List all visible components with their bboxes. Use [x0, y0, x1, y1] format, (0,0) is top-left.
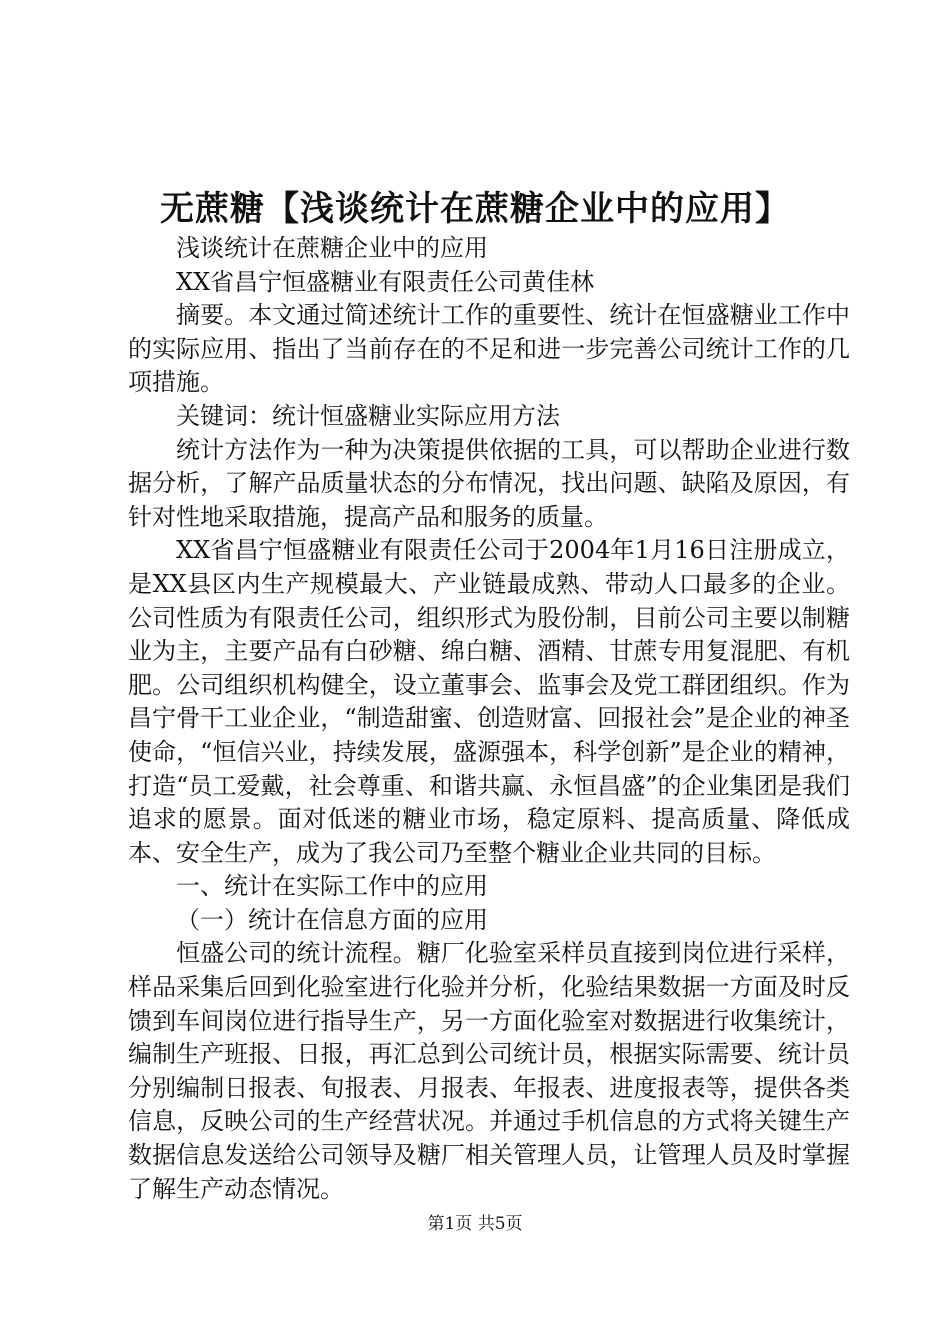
page-footer: 第1页 共5页: [427, 1214, 523, 1234]
document-body: [128, 232, 850, 1206]
body-paragraph: XX省昌宁恒盛糖业有限责任公司于2004年1月16日注册成立，是XX县区内生产规模最大、产业链最成熟、带动人口最多的企业。公司性质为有限责任公司，组织形式为股份制，目前公司主要以制糖业为主，主要产品有白砂糖、绵白糖、酒精、甘蔗专用复混肥、有机肥。公司组织机构健全，设立董事会、监事会及党工群团组织。作为昌宁骨干工业企业，“制造甜蜜、创造财富、回报社会”是企业的神圣使命，“恒信兴业，持续发展，盛源强本，科学创新”是企业的精神，打造“员工爱戴，社会尊重、和谐共赢、永恒昌盛”的企业集团是我们追求的愿景。面对低迷的糖业市场，稳定原料、提高质量、降低成本、安全生产，成为了我公司乃至整个糖业企业共同的目标。: [128, 536, 850, 867]
document-title: 无蔗糖【浅谈统计在蔗糖企业中的应用】: [160, 189, 790, 229]
section-heading: 一、统计在实际工作中的应用: [176, 872, 488, 901]
body-paragraph: 恒盛公司的统计流程。糖厂化验室采样员直接到岗位进行采样，样品采集后回到化验室进行化验并分析，化验结果数据一方面及时反馈到车间岗位进行指导生产，另一方面化验室对数据进行收集统计，编制生产班报、日报，再汇总到公司统计员，根据实际需要、统计员分别编制日报表、旬报表、月报表、年报表、进度报表等，提供各类信息，反映公司的生产经营状况。并通过手机信息的方式将关键生产数据信息发送给公司领导及糖厂相关管理人员，让管理人员及时掌握了解生产动态情况。: [128, 939, 850, 1203]
keywords-paragraph: 关键词：统计恒盛糖业实际应用方法: [176, 401, 560, 430]
author-line: XX省昌宁恒盛糖业有限责任公司黄佳林: [176, 267, 595, 296]
subtitle: 浅谈统计在蔗糖企业中的应用: [176, 234, 488, 262]
body-paragraph: 统计方法作为一种为决策提供依据的工具，可以帮助企业进行数据分析，了解产品质量状态的分布情况，找出问题、缺陷及原因，有针对性地采取措施，提高产品和服务的质量。: [128, 435, 850, 531]
abstract-paragraph: 摘要。本文通过简述统计工作的重要性、统计在恒盛糖业工作中的实际应用、指出了当前存在的不足和进一步完善公司统计工作的几项措施。: [128, 301, 850, 397]
subsection-heading: （一）统计在信息方面的应用: [176, 905, 488, 934]
